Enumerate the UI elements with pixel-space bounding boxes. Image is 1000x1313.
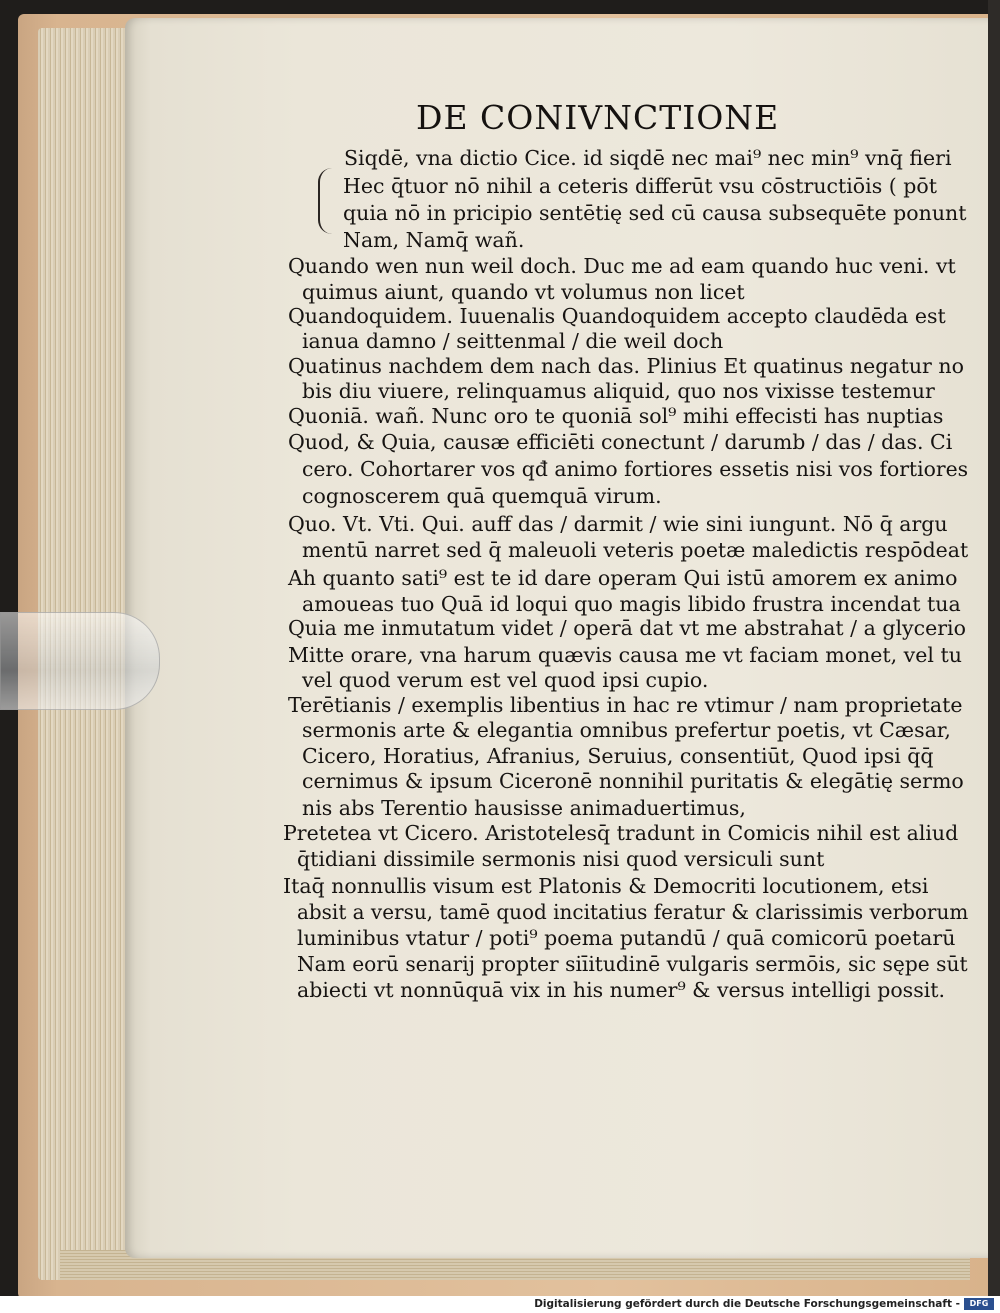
text-line: Quia me inmutatum videt / operā dat vt me abstrahat / a glycerio (288, 616, 966, 640)
text-line: Terētianis / exemplis libentius in hac re vtimur / nam proprietate (288, 693, 963, 717)
text-line: Mitte orare, vna harum quævis causa me vt faciam monet, vel tu (288, 643, 962, 667)
text-line: absit a versu, tamē quod incitatius feratur & clarissimis verborum (297, 900, 969, 924)
text-line: Quandoquidem. Iuuenalis Quandoquidem accepto claudēda est (288, 304, 946, 328)
text-line: ianua damno / seittenmal / die weil doch (302, 329, 724, 353)
text-line: Itaq̄ nonnullis visum est Platonis & Democriti locutionem, etsi (283, 874, 929, 898)
dfg-logo: DFG (964, 1298, 994, 1310)
text-line: cognoscerem quā quemquā virum. (302, 484, 662, 508)
text-line: Quod, & Quia, causæ efficiēti conectunt / darumb / das / das. Ci (288, 430, 953, 454)
text-line: bis diu viuere, relinquamus aliquid, quo nos vixisse testemur (302, 379, 935, 403)
text-line: amoueas tuo Quā id loqui quo magis libido frustra incendat tua (302, 592, 961, 616)
text-line: q̄tidiani dissimile sermonis nisi quod versiculi sunt (297, 847, 825, 871)
text-line: cero. Cohortarer vos qđ animo fortiores essetis nisi vos fortiores (302, 457, 969, 481)
text-line: vel quod verum est vel quod ipsi cupio. (302, 668, 709, 692)
text-line: Pretetea vt Cicero. Aristotelesq̄ tradunt in Comicis nihil est aliud (283, 821, 959, 845)
text-line: Nam, Namq̄ wañ. (343, 228, 525, 252)
bracket-mark (318, 168, 334, 234)
text-line: Quoniā. wañ. Nunc oro te quoniā sol⁹ mihi effecisti has nuptias (288, 404, 944, 428)
text-line: luminibus vtatur / poti⁹ poema putandū / quā comicorū poetarū (297, 926, 956, 950)
text-line: cernimus & ipsum Ciceronē nonnihil puritatis & elegātię sermo (302, 769, 964, 793)
page-heading: DE CONIVNCTIONE (416, 98, 780, 137)
text-line: nis abs Terentio hausisse animaduertimus, (302, 796, 746, 820)
text-line: Ah quanto sati⁹ est te id dare operam Qui istū amorem ex animo (288, 566, 958, 590)
text-line: Siqdē, vna dictio Cice. id siqdē nec mai⁹ nec min⁹ vnq̄ fieri (344, 146, 952, 170)
text-line: Quatinus nachdem dem nach das. Plinius Et quatinus negatur no (288, 354, 964, 378)
text-line: Quo. Vt. Vti. Qui. auff das / darmit / wie sini iungunt. Nō q̄ argu (288, 512, 948, 536)
text-line: Quando wen nun weil doch. Duc me ad eam quando huc veni. vt (288, 254, 956, 278)
text-line: quimus aiunt, quando vt volumus non licet (302, 280, 745, 304)
text-line: sermonis arte & elegantia omnibus prefertur poetis, vt Cæsar, (302, 718, 951, 742)
background-right (988, 0, 1000, 1313)
text-line: quia nō in pricipio sentētię sed cū causa subsequēte ponunt (343, 201, 967, 225)
page-holder-clip (0, 612, 160, 710)
text-line: abiecti vt nonnūquā vix in his numer⁹ & versus intelligi possit. (297, 978, 946, 1002)
funding-credit: Digitalisierung gefördert durch die Deutsche Forschungsgemeinschaft - (534, 1298, 960, 1310)
text-line: Cicero, Horatius, Afranius, Seruius, consentiūt, Quod ipsi q̄q̄ (302, 744, 934, 768)
text-line: mentū narret sed q̄ maleuoli veteris poetæ maledictis respōdeat (302, 538, 969, 562)
text-line: Nam eorū senarij propter siīitudinē vulgaris sermōis, sic sępe sūt (297, 952, 968, 976)
text-line: Hec q̄tuor nō nihil a ceteris differūt vsu cōstructiōis ( pōt (343, 174, 937, 198)
